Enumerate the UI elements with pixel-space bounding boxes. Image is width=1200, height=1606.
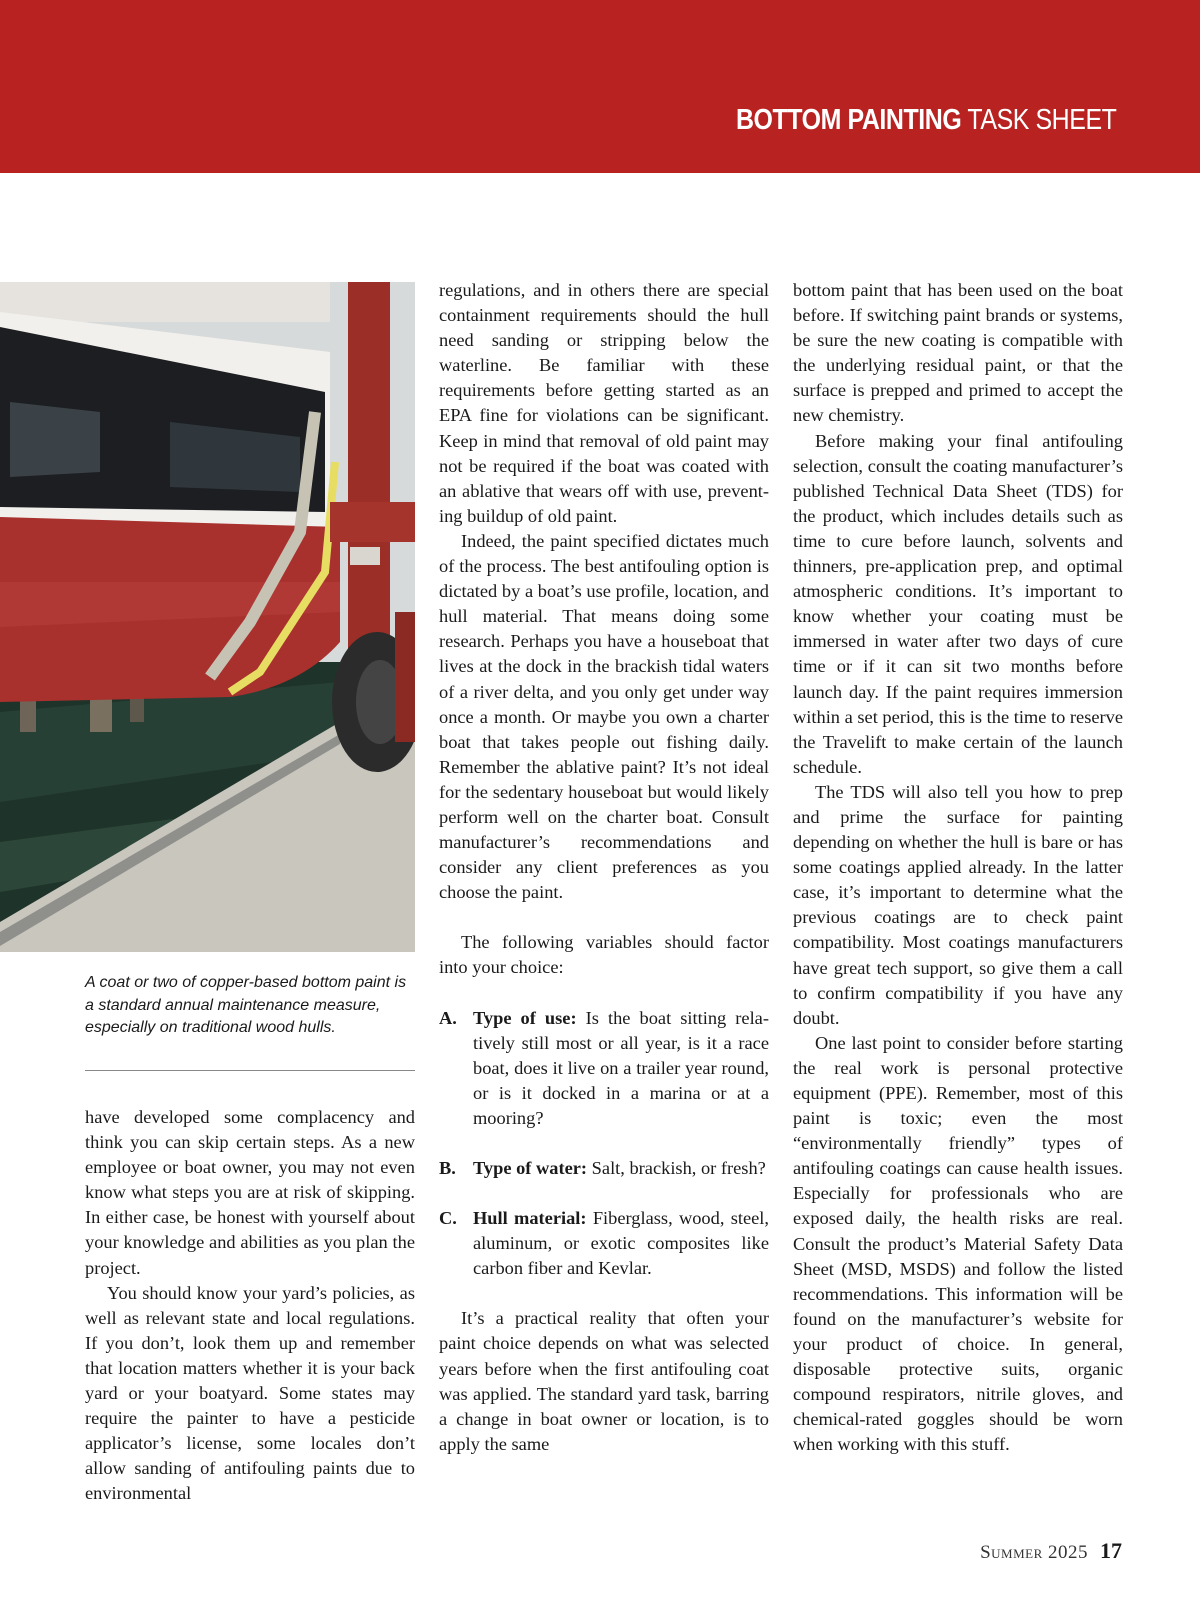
paragraph: Before making your final antifouling selection, consult the coating manufacturer’s published Technical Data Sheet (TDS) for the product, which includes details such as time to cure before launch, solvents and thinners, pre-application prep, and optimal atmospheric conditions. It’s important to know whether your coating must be immersed in water after two days of cure time or if it can sit two months before launch day. If the paint requires immersion within a set period, this is the time to reserve the Travelift to make certain of the launch schedule. xyxy=(793,430,1123,777)
page-footer xyxy=(980,1538,1122,1564)
photo-caption: A coat or two of copper-based bottom paint is a standard annual maintenance measure, especially on traditional wood hulls. xyxy=(85,974,407,1036)
paragraph: regulations, and in others there are special containment requirements should the hull need sanding or stripping below the waterline. Be familiar with these requirements before getting started as an EPA fine for violations can be significant. Keep in mind that removal of old paint may not be required if the boat was coated with an ablative that wears off with use, preventing buildup of old paint. xyxy=(439,280,769,526)
list-item-letter: C. xyxy=(439,1208,457,1229)
section-title xyxy=(735,104,1116,137)
paragraph: The TDS will also tell you how to prep and prime the surface for painting depending on whether the hull is bare or has some coatings applied already. In the latter case, it’s important to determine what the previous coatings are to check paint compatibility. Most coatings manufacturers have great tech support, so give them a call to confirm compatibility if you have any doubt. xyxy=(793,781,1123,1028)
paragraph: have developed some complacency and think you can skip certain steps. As a new employee or boat owner, you may not even know what steps you are at risk of skipping. In either case, be honest with yourself about your knowledge and abilities as you plan the project. xyxy=(85,1107,415,1278)
list-item xyxy=(439,1006,769,1131)
list-item-letter: B. xyxy=(439,1158,456,1178)
list-item-letter: A. xyxy=(439,1007,457,1028)
header-banner xyxy=(0,0,1200,173)
caption-divider xyxy=(85,1070,415,1071)
paragraph: You should know your yard’s policies, as well as relevant state and local regulations. If you don’t, look them up and remember that location matters whether it is your back yard or your boatyard. Some states may require the painter to have a pesticide applicator’s license, some locales don’t allow sanding of antifouling paints due to environmental xyxy=(85,1282,415,1504)
paragraph: The following variables should factor into your choice: xyxy=(439,932,769,978)
section-title-light: TASK SHEET xyxy=(966,104,1116,136)
list-item-term: Type of use: xyxy=(473,1007,577,1028)
paragraph: bottom paint that has been used on the boat before. If switching paint brands or systems, be sure the new coating is compatible with the underlying residual paint, or that the surface is prepped and primed to accept the new chemistry. xyxy=(793,280,1123,426)
list-item xyxy=(439,1206,769,1281)
list-item-term: Hull material: xyxy=(473,1208,587,1229)
page-number: 17 xyxy=(1100,1538,1122,1563)
text-column-3 xyxy=(793,278,1123,1457)
text-column-2 xyxy=(439,278,769,1457)
paragraph: Indeed, the paint specified dictates much of the process. The best antifouling option is dictated by a boat’s use profile, location, and hull material. That means doing some research. Perhaps you have a houseboat that lives at the dock in the brackish tidal waters of a river delta, and you only get under way once a month. Or maybe you own a charter boat that takes people out fishing daily. Remember the ablative paint? It’s not ideal for the sedentary houseboat but would likely perform well on the charter boat. Consult manufacturer’s recommendations and consider any client preferences as you choose the paint. xyxy=(439,530,769,903)
list-item-term: Type of water: xyxy=(473,1158,588,1178)
paragraph: It’s a practical reality that often your paint choice depends on what was selected years before when the first antifouling coat was applied. The standard yard task, barring a change in boat owner or location, is to apply the same xyxy=(439,1308,769,1454)
list-item-text: Salt, brackish, or fresh? xyxy=(591,1158,766,1178)
list-item xyxy=(439,1156,769,1181)
issue-season: Summer 2025 xyxy=(980,1542,1088,1563)
paragraph: One last point to consider before starting the real work is personal protective equipment (PPE). Remember, most of this paint is toxic; even the most “environmentally friendly” types of antifouling coatings can cause health issues. Especially for professionals who are exposed daily, the health risks are real. Consult the product’s Material Safety Data Sheet (MSD, MSDS) and follow the listed recommendations. This information will be found on the manufacturer’s website for your product of choice. In general, disposable protective suits, organic compound respirators, nitrile gloves, and chemical-rated goggles should be worn when working with this stuff. xyxy=(793,1032,1123,1455)
section-title-bold: BOTTOM PAINTING xyxy=(735,104,961,136)
text-column-1 xyxy=(85,1105,415,1507)
boat-photo xyxy=(0,282,415,952)
list-item-text: Is the boat sitting relatively still most or all year, is it a race boat, does it live on a trailer year round, or is it docked in a marina or at a mooring? xyxy=(473,1007,769,1128)
list-item-text: Fiberglass, wood, steel, aluminum, or exotic composites like carbon fiber and Kevlar. xyxy=(473,1208,769,1279)
